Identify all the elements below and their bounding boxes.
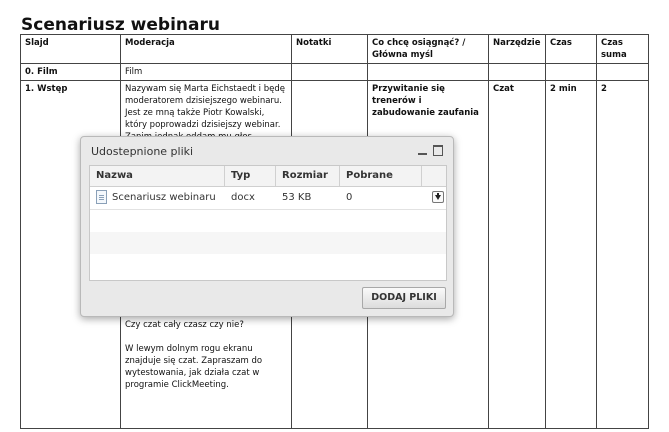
col-header-time-sum: Czas suma bbox=[597, 35, 649, 64]
col-header-notes: Notatki bbox=[292, 35, 368, 64]
file-downloads: 0 bbox=[346, 192, 353, 203]
file-size: 53 KB bbox=[282, 192, 312, 203]
file-row[interactable] bbox=[90, 187, 446, 210]
empty-row bbox=[90, 232, 446, 254]
download-cell bbox=[422, 187, 446, 209]
moderation-chat-info: W lewym dolnym rogu ekranu znajduje się czat. Zapraszam do wytestowania, jak działa czat w programie ClickMeeting. bbox=[125, 344, 263, 390]
slide-cell: 1. Wstęp bbox=[21, 81, 121, 429]
tool-cell: Czat bbox=[489, 81, 546, 429]
table-row bbox=[21, 64, 649, 81]
files-table-header bbox=[90, 166, 446, 187]
moderation-chat-question: Czy czat cały czasz czy nie? bbox=[125, 320, 244, 330]
tool-cell bbox=[489, 64, 546, 81]
files-table bbox=[89, 165, 447, 281]
dialog-title: Udostepnione pliki bbox=[91, 145, 194, 158]
slide-cell: 0. Film bbox=[21, 64, 121, 81]
col-header-time: Czas bbox=[546, 35, 597, 64]
time-cell: 2 min bbox=[546, 81, 597, 429]
time-sum-cell: 2 bbox=[597, 81, 649, 429]
file-name[interactable]: Scenariusz webinaru bbox=[112, 192, 216, 203]
goal-cell: Przywitanie się trenerów i zabudowanie zaufania bbox=[368, 81, 489, 429]
file-type: docx bbox=[231, 192, 255, 203]
col-header-goal: Co chcę osiągnąć? / Główna myśl bbox=[368, 35, 489, 64]
col-header-tool: Narzędzie bbox=[489, 35, 546, 64]
add-files-button[interactable]: DODAJ PLIKI bbox=[362, 287, 446, 309]
shared-files-dialog bbox=[80, 136, 454, 317]
moderation-cell: Film bbox=[121, 64, 292, 81]
time-sum-cell bbox=[597, 64, 649, 81]
download-icon[interactable] bbox=[432, 191, 444, 203]
notes-cell bbox=[292, 64, 368, 81]
col-header-downloads[interactable]: Pobrane bbox=[340, 166, 422, 186]
maximize-icon[interactable] bbox=[433, 145, 443, 156]
col-header-type[interactable]: Typ bbox=[225, 166, 276, 186]
document-title: Scenariusz webinaru bbox=[21, 15, 220, 35]
col-header-name[interactable]: Nazwa bbox=[90, 166, 225, 186]
col-header-size[interactable]: Rozmiar bbox=[276, 166, 340, 186]
minimize-icon[interactable] bbox=[418, 146, 428, 156]
moderation-intro: Nazywam się Marta Eichstaedt i będę moderatorem dzisiejszego webinaru. Jest ze mną także Piotr Kowalski, który poprowadzi dzisiejszy webinar. bbox=[125, 84, 285, 130]
empty-row bbox=[90, 210, 446, 232]
table-header-row bbox=[21, 35, 649, 64]
col-header-moderation: Moderacja bbox=[121, 35, 292, 64]
col-header-slide: Slajd bbox=[21, 35, 121, 64]
time-cell bbox=[546, 64, 597, 81]
empty-row bbox=[90, 254, 446, 276]
goal-cell bbox=[368, 64, 489, 81]
col-header-action bbox=[422, 166, 446, 186]
